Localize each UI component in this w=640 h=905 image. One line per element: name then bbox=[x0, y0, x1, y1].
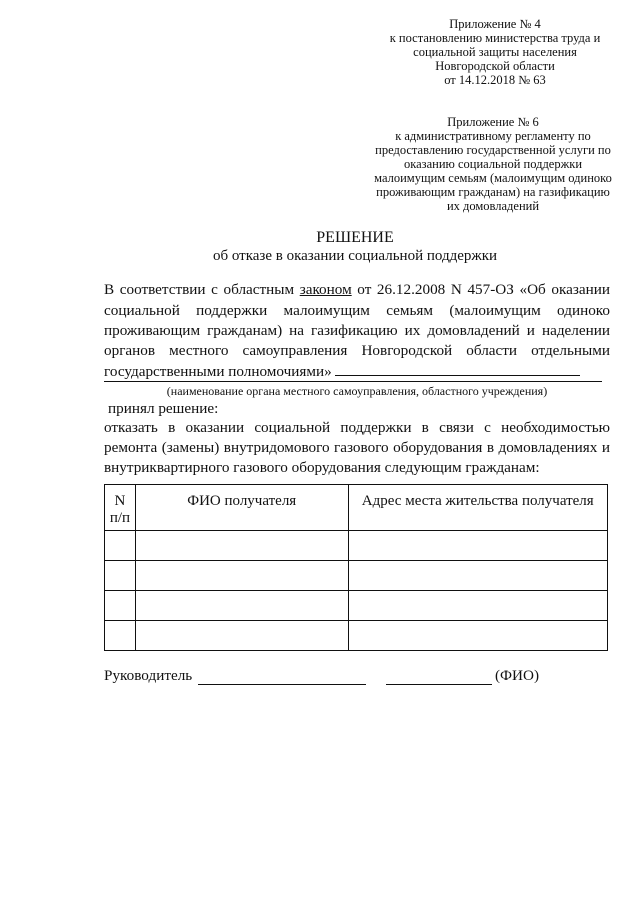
recipients-table bbox=[104, 484, 608, 651]
preamble-line-4: органов местного самоуправления Новгородской области отдельными bbox=[104, 342, 610, 359]
document-title: РЕШЕНИЕ bbox=[316, 229, 394, 246]
table-row bbox=[105, 621, 608, 651]
column-header-fio: ФИО получателя bbox=[135, 485, 348, 531]
preamble-line-3: проживающим гражданам) на газификацию их домовладений и наделении bbox=[104, 322, 610, 339]
document-subtitle: об отказе в оказании социальной поддержки bbox=[212, 248, 498, 264]
decision-line-1: отказать в оказании социальной поддержки в связи с необходимостью bbox=[104, 419, 610, 436]
table-cell-number[interactable] bbox=[105, 561, 136, 591]
table-cell-address[interactable] bbox=[348, 591, 607, 621]
table-row bbox=[105, 561, 608, 591]
column-header-number bbox=[105, 485, 136, 531]
appendix-4-date: от 14.12.2018 № 63 bbox=[444, 73, 546, 87]
preamble-text: В соответствии с областным bbox=[104, 281, 300, 298]
column-header-number-line: N bbox=[114, 493, 126, 509]
preamble-line-5 bbox=[104, 361, 610, 382]
table-row bbox=[105, 531, 608, 561]
table-row bbox=[105, 591, 608, 621]
appendix-4-line: к постановлению министерства труда и bbox=[389, 31, 601, 45]
organ-name-field[interactable] bbox=[335, 361, 580, 376]
table-cell-fio[interactable] bbox=[135, 561, 348, 591]
appendix-6-line: малоимущим семьям (малоимущим одиноко bbox=[374, 171, 612, 185]
appendix-4-block bbox=[360, 17, 630, 87]
law-link[interactable]: законом bbox=[299, 281, 352, 298]
table-cell-fio[interactable] bbox=[135, 621, 348, 651]
preamble-line-1 bbox=[104, 280, 610, 300]
appendix-6-block bbox=[358, 115, 628, 213]
table-cell-number[interactable] bbox=[105, 531, 136, 561]
table-cell-address[interactable] bbox=[348, 561, 607, 591]
table-cell-number[interactable] bbox=[105, 621, 136, 651]
appendix-4-line: социальной защиты населения bbox=[413, 45, 577, 59]
column-header-number-line: п/п bbox=[109, 510, 131, 526]
decision-line-2: ремонта (замены) внутридомового газового оборудования в домовладениях и bbox=[104, 439, 610, 456]
preamble-text: государственными полномочиями» bbox=[104, 363, 336, 380]
fio-field[interactable] bbox=[386, 684, 492, 685]
decision-intro: принял решение: bbox=[108, 400, 219, 417]
table-cell-address[interactable] bbox=[348, 621, 607, 651]
appendix-4-line: Новгородской области bbox=[435, 59, 555, 73]
organ-caption: (наименование органа местного самоуправления, областного учреждения) bbox=[166, 384, 548, 398]
table-cell-address[interactable] bbox=[348, 531, 607, 561]
appendix-6-line: оказанию социальной поддержки bbox=[403, 157, 583, 171]
fio-label: (ФИО) bbox=[495, 667, 540, 684]
signature-label: Руководитель bbox=[104, 667, 193, 684]
organ-name-field-continued[interactable] bbox=[104, 381, 602, 382]
appendix-6-number: Приложение № 6 bbox=[447, 115, 539, 129]
column-header-address: Адрес места жительства получателя bbox=[348, 485, 607, 531]
table-cell-fio[interactable] bbox=[135, 531, 348, 561]
table-cell-fio[interactable] bbox=[135, 591, 348, 621]
signature-field[interactable] bbox=[198, 684, 366, 685]
appendix-4-number: Приложение № 4 bbox=[449, 17, 541, 31]
appendix-6-line: проживающим гражданам) на газификацию bbox=[376, 185, 610, 199]
appendix-6-line: к административному регламенту по bbox=[395, 129, 591, 143]
appendix-6-line: их домовладений bbox=[446, 199, 540, 213]
decision-line-3: внутриквартирного газового оборудования следующим гражданам: bbox=[104, 459, 540, 476]
table-cell-number[interactable] bbox=[105, 591, 136, 621]
appendix-6-line: предоставлению государственной услуги по bbox=[375, 143, 611, 157]
preamble-text: от 26.12.2008 N 457-ОЗ «Об оказании bbox=[351, 281, 610, 298]
table-header-row bbox=[105, 485, 608, 531]
preamble-line-2: социальной поддержки малоимущим семьям (малоимущим одиноко bbox=[104, 302, 610, 319]
